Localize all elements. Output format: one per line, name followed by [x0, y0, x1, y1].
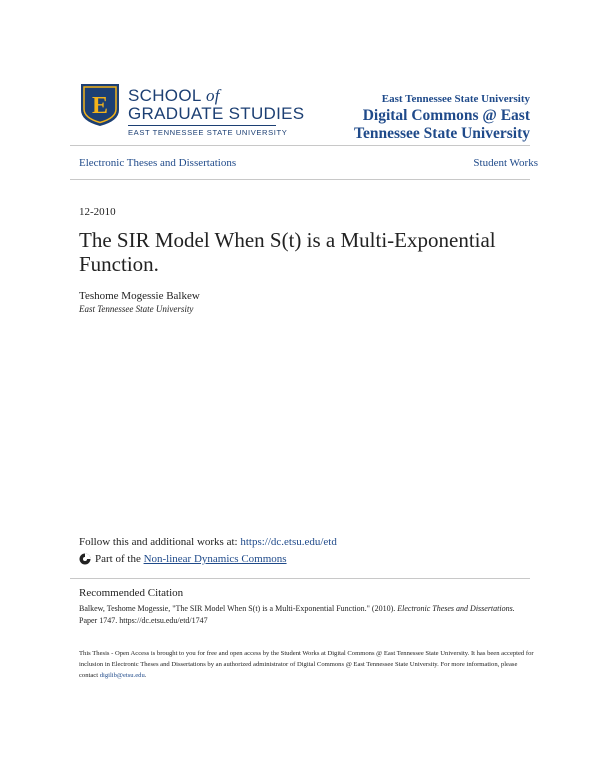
open-access-icon	[79, 553, 91, 565]
institution-name[interactable]: East Tennessee State University	[381, 93, 530, 105]
citation-main: Balkew, Teshome Mogessie, "The SIR Model When S(t) is a Multi-Exponential Function." (2010).	[79, 604, 398, 613]
contact-email-link[interactable]: digilib@etsu.edu	[99, 672, 145, 679]
part-of-prefix: Part of the	[95, 553, 144, 565]
logo-of-word: of	[206, 86, 220, 105]
logo-university-name: EAST TENNESSEE STATE UNIVERSITY	[128, 128, 288, 137]
non-linear-dynamics-commons-link[interactable]: Non-linear Dynamics Commons	[143, 553, 287, 565]
nav-bottom-rule	[70, 179, 530, 180]
follow-line	[79, 536, 337, 548]
logo-graduate-studies: GRADUATE STUDIES	[128, 104, 305, 123]
follow-link[interactable]: https://dc.etsu.edu/etd	[240, 536, 337, 548]
collection-link[interactable]: Electronic Theses and Dissertations	[79, 157, 237, 169]
shield-letter: E	[91, 93, 109, 119]
open-access-note	[79, 648, 534, 681]
citation-series: Electronic Theses and Dissertations.	[397, 604, 515, 613]
citation-end: Paper 1747. https://dc.etsu.edu/etd/1747	[79, 616, 208, 625]
document-title: The SIR Model When S(t) is a Multi-Exponential Function.	[79, 228, 496, 276]
logo-divider	[128, 125, 276, 126]
publication-date: 12-2010	[79, 206, 116, 218]
school-logo-wordmark	[128, 87, 304, 123]
repository-name-line2[interactable]: Tennessee State University	[354, 125, 530, 142]
school-shield-logo-icon	[80, 83, 120, 127]
note-text: This Thesis - Open Access is brought to you for free and open access by the Student Works at Digital Commons @ East Tennessee State University. It has been accepted for inclusion in Electronic Theses and Dissertations by an authorized administrator of Digital Commons @ East Tennessee State University. For more information, please contact	[79, 650, 534, 679]
part-of-line	[79, 553, 287, 565]
nav-top-rule	[70, 145, 530, 146]
logo-school-word: SCHOOL	[128, 86, 201, 105]
author-affiliation: East Tennessee State University	[79, 304, 194, 314]
note-end: .	[144, 672, 147, 679]
follow-prefix: Follow this and additional works at:	[79, 536, 241, 548]
repository-name-line1[interactable]: Digital Commons @ East	[362, 107, 530, 124]
student-works-link[interactable]: Student Works	[473, 157, 538, 169]
author-name: Teshome Mogessie Balkew	[79, 290, 200, 302]
citation-rule	[70, 578, 530, 579]
citation-text	[79, 603, 534, 627]
institution-block	[354, 93, 530, 143]
recommended-citation-heading: Recommended Citation	[79, 587, 184, 599]
